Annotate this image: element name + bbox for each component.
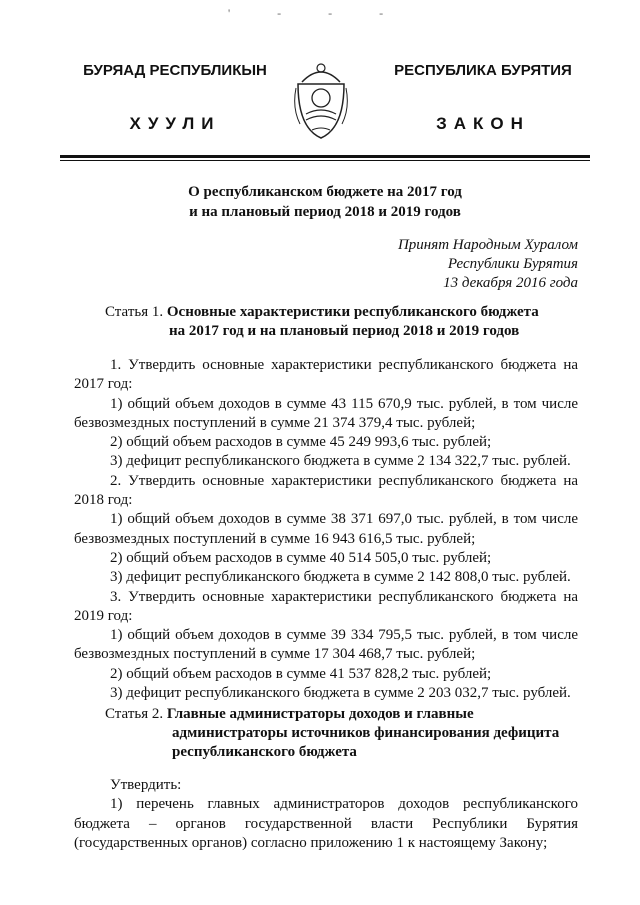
paragraph: 2. Утвердить основные характеристики республиканского бюджета на 2018 год: [74, 472, 578, 509]
paragraph: 2) общий объем расходов в сумме 41 537 828,2 тыс. рублей; [110, 665, 492, 682]
paragraph: 3) дефицит республиканского бюджета в сумме 2 134 322,7 тыс. рублей. [110, 453, 571, 470]
scan-artifact-marks: ' - - - [228, 6, 406, 20]
article2-heading [105, 705, 575, 762]
header-thin-rule [60, 160, 590, 161]
law-title [60, 182, 590, 222]
paragraph: 1) общий объем доходов в сумме 43 115 670,9 тыс. рублей, в том числе безвозмездных поступлений в сумме 21 374 379,4 тыс. рублей; [74, 395, 578, 431]
article2-title-line2: администраторы источников финансирования дефицита [172, 725, 560, 741]
law-title-line1: О республиканском бюджете на 2017 год [188, 184, 462, 200]
paragraph: Утвердить: [110, 777, 182, 793]
paragraph: 2) общий объем расходов в сумме 45 249 993,6 тыс. рублей; [110, 434, 492, 451]
article2-body [74, 776, 578, 853]
paragraph: 3. Утвердить основные характеристики республиканского бюджета на 2019 год: [74, 588, 578, 624]
paragraph: 1) перечень главных администраторов доходов республиканского бюджета – органов государственной власти Республики Бурятия (государственных органов) согласно приложению 1 к настоящему Закону; [74, 796, 578, 851]
adoption-date: 13 декабря 2016 года [443, 275, 578, 291]
paragraph: 1. Утвердить основные характеристики республиканского бюджета на 2017 год: [74, 357, 578, 393]
article1-title-line2: на 2017 год и на плановый период 2018 и 2019 годов [169, 323, 520, 339]
paragraph: 3) дефицит республиканского бюджета в сумме 2 142 808,0 тыс. рублей. [110, 569, 571, 586]
adoption-line2: Республики Бурятия [447, 256, 578, 272]
paragraph: 1) общий объем доходов в сумме 39 334 795,5 тыс. рублей, в том числе безвозмездных поступлений в сумме 17 304 468,7 тыс. рублей; [74, 627, 578, 663]
paragraph: 1) общий объем доходов в сумме 38 371 697,0 тыс. рублей, в том числе безвозмездных поступлений в сумме 16 943 616,5 тыс. рублей; [74, 511, 578, 547]
law-title-line2: и на плановый период 2018 и 2019 годов [189, 204, 461, 220]
article1-label: Статья 1. [105, 304, 164, 320]
header-right-line2: ЗАКОН [436, 114, 530, 133]
header-right-line1: РЕСПУБЛИКА БУРЯТИЯ [394, 62, 572, 79]
header-left-line1: БУРЯАД РЕСПУБЛИКЫН [83, 62, 267, 79]
article2-title-line3: республиканского бюджета [172, 744, 357, 760]
article2-title-line1: Главные администраторы доходов и главные [166, 706, 474, 722]
article1-heading [105, 303, 575, 341]
adoption-note [398, 236, 578, 293]
article1-body [74, 356, 578, 703]
paragraph: 3) дефицит республиканского бюджета в сумме 2 203 032,7 тыс. рублей. [110, 685, 571, 702]
paragraph: 2) общий объем расходов в сумме 40 514 505,0 тыс. рублей; [110, 549, 492, 566]
article2-label: Статья 2. [105, 706, 164, 722]
adoption-line1: Принят Народным Хуралом [397, 237, 578, 253]
article1-title-line1: Основные характеристики республиканского бюджета [166, 304, 539, 320]
header-left-line2: ХУУЛИ [129, 114, 221, 133]
coat-of-arms-icon [292, 58, 350, 142]
header-thick-rule [60, 155, 590, 158]
